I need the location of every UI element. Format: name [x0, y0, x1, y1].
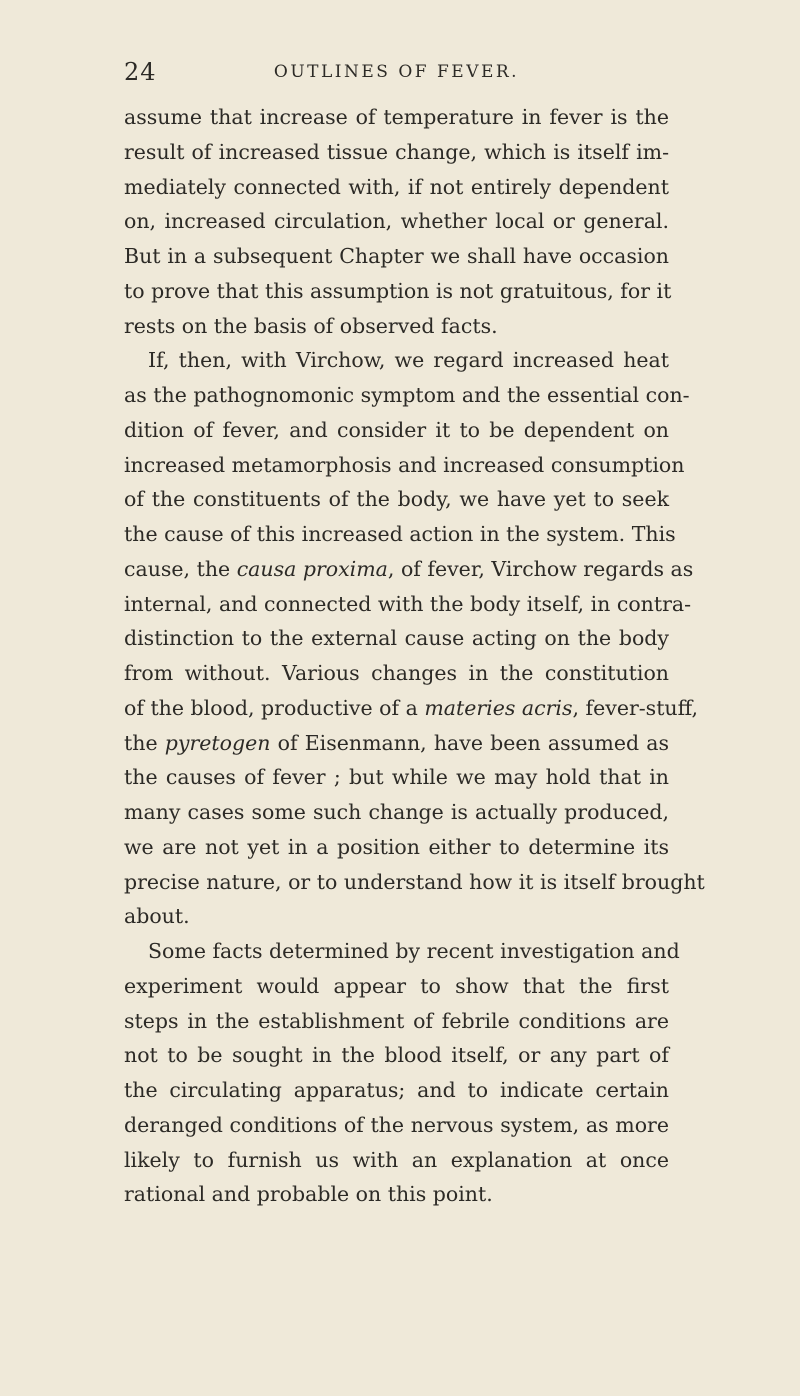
text-segment: the	[124, 730, 165, 755]
running-title: OUTLINES OF FEVER.	[273, 62, 520, 82]
text-segment: cause, the	[124, 556, 237, 581]
text-line	[124, 726, 669, 761]
text-line: to prove that this assumption is not gratuitous, for it	[124, 278, 672, 303]
text-line: precise nature, or to understand how it is itself brought	[124, 869, 705, 894]
text-line: experiment would appear to show that the first	[124, 973, 669, 998]
text-line: many cases some such change is actually produced,	[124, 800, 669, 824]
text-line: about.	[124, 904, 190, 929]
text-segment: , of fever, Virchow regards as	[387, 556, 694, 581]
body-text	[124, 100, 705, 1212]
text-line: steps in the establishment of febrile conditions are	[124, 1008, 669, 1033]
text-line	[124, 691, 698, 726]
text-line: rests on the basis of observed facts.	[124, 313, 498, 338]
paragraph-start-line: If, then, with Virchow, we regard increased heat	[148, 348, 669, 373]
italic-term: materies acris	[424, 695, 573, 720]
text-segment: , fever-stuff,	[572, 695, 698, 720]
text-line: internal, and connected with the body itself, in contra-	[124, 591, 692, 616]
text-line: the causes of fever ; but while we may hold that in	[124, 765, 669, 790]
text-line: as the pathognomonic symptom and the essential con-	[124, 383, 690, 407]
paragraph-start-line: Some facts determined by recent investigation and	[148, 939, 680, 963]
text-line: not to be sought in the blood itself, or any part of	[124, 1043, 669, 1068]
page-number: 24	[124, 58, 157, 86]
text-segment: of Eisenmann, have been assumed as	[270, 730, 669, 755]
text-line: deranged conditions of the nervous system, as more	[124, 1112, 669, 1137]
italic-term: pyretogen	[164, 730, 271, 755]
text-line: distinction to the external cause acting on the body	[124, 626, 669, 651]
text-segment: of the blood, productive of a	[124, 695, 425, 720]
text-line: from without. Various changes in the constitution	[124, 661, 669, 685]
text-line: the cause of this increased action in the system. This	[124, 522, 676, 546]
text-line: we are not yet in a position either to determine its	[124, 834, 669, 859]
text-line: But in a subsequent Chapter we shall have occasion	[124, 244, 669, 268]
text-line: the circulating apparatus; and to indicate certain	[124, 1078, 669, 1102]
text-line: on, increased circulation, whether local or general.	[124, 209, 669, 234]
text-line: result of increased tissue change, which is itself im-	[124, 139, 669, 164]
italic-term: causa proxima	[236, 556, 388, 581]
text-line: likely to furnish us with an explanation at once	[124, 1147, 669, 1172]
text-line: mediately connected with, if not entirely dependent	[124, 174, 669, 199]
text-line: assume that increase of temperature in fever is the	[124, 105, 669, 129]
text-line: increased metamorphosis and increased consumption	[124, 452, 685, 477]
text-line	[124, 552, 694, 587]
running-head	[124, 58, 669, 88]
text-line: rational and probable on this point.	[124, 1182, 493, 1207]
text-line: dition of fever, and consider it to be dependent on	[124, 417, 669, 442]
text-line: of the constituents of the body, we have yet to seek	[124, 487, 669, 512]
